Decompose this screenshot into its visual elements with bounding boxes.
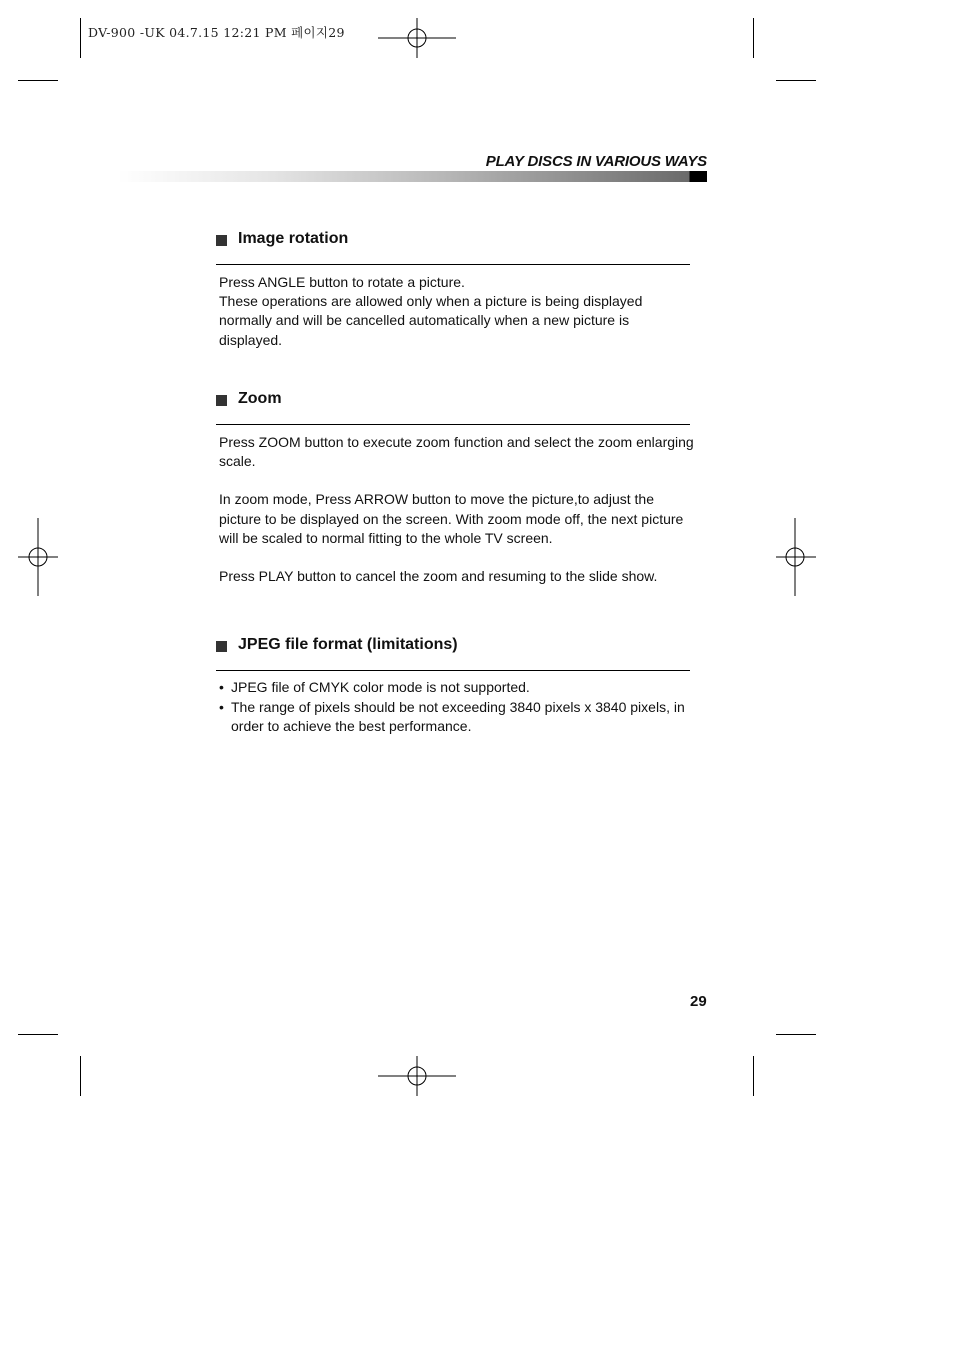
crop-mark (776, 1034, 816, 1035)
crop-mark (18, 1034, 58, 1035)
running-header: PLAY DISCS IN VARIOUS WAYS (485, 153, 707, 170)
registration-mark-icon (378, 0, 456, 78)
list-item-text: The range of pixels should be not exceeding 3840 pixels x 3840 pixels, in order to achieve the best performance. (231, 698, 685, 734)
paragraph: In zoom mode, Press ARROW button to move the picture,to adjust the picture to be displayed on the screen. With zoom mode off, the next picture will be scaled to normal fitting to the whole TV screen. (219, 491, 684, 546)
crop-mark (776, 80, 816, 81)
header-gradient-bar (118, 171, 707, 182)
crop-mark (80, 1056, 81, 1096)
bullet-dot: • (219, 698, 224, 715)
section-body-zoom (219, 433, 694, 586)
section-title: JPEG file format (limitations) (238, 636, 458, 653)
section-title: Zoom (238, 390, 282, 407)
paragraph: Press PLAY button to cancel the zoom and resuming to the slide show. (219, 568, 658, 585)
crop-mark (80, 18, 81, 58)
square-bullet-icon (216, 395, 227, 406)
section-rule (216, 670, 690, 671)
list-item-text: JPEG file of CMYK color mode is not supported. (231, 679, 530, 695)
bullet-dot: • (219, 679, 224, 695)
crop-mark (18, 80, 58, 81)
paragraph: Press ZOOM button to execute zoom function and select the zoom enlarging scale. (219, 434, 694, 470)
page-number: 29 (690, 993, 707, 1010)
limitations-list (219, 678, 689, 737)
paragraph: Press ANGLE button to rotate a picture. (219, 274, 465, 290)
paragraph: These operations are allowed only when a picture is being displayed normally and will be cancelled automatically when a new picture is displayed. (219, 293, 643, 348)
registration-mark-icon (756, 518, 834, 596)
crop-mark (753, 1056, 754, 1096)
square-bullet-icon (216, 641, 227, 652)
section-rule (216, 424, 690, 425)
print-info: DV-900 -UK 04.7.15 12:21 PM 페이지29 (88, 25, 345, 40)
section-title: Image rotation (238, 230, 349, 247)
list-item (219, 678, 689, 698)
registration-mark-icon (0, 518, 78, 596)
registration-mark-icon (378, 1036, 456, 1114)
section-rule (216, 264, 690, 265)
section-body-image-rotation (219, 273, 694, 350)
crop-mark (753, 18, 754, 58)
list-item (219, 698, 689, 737)
square-bullet-icon (216, 235, 227, 246)
